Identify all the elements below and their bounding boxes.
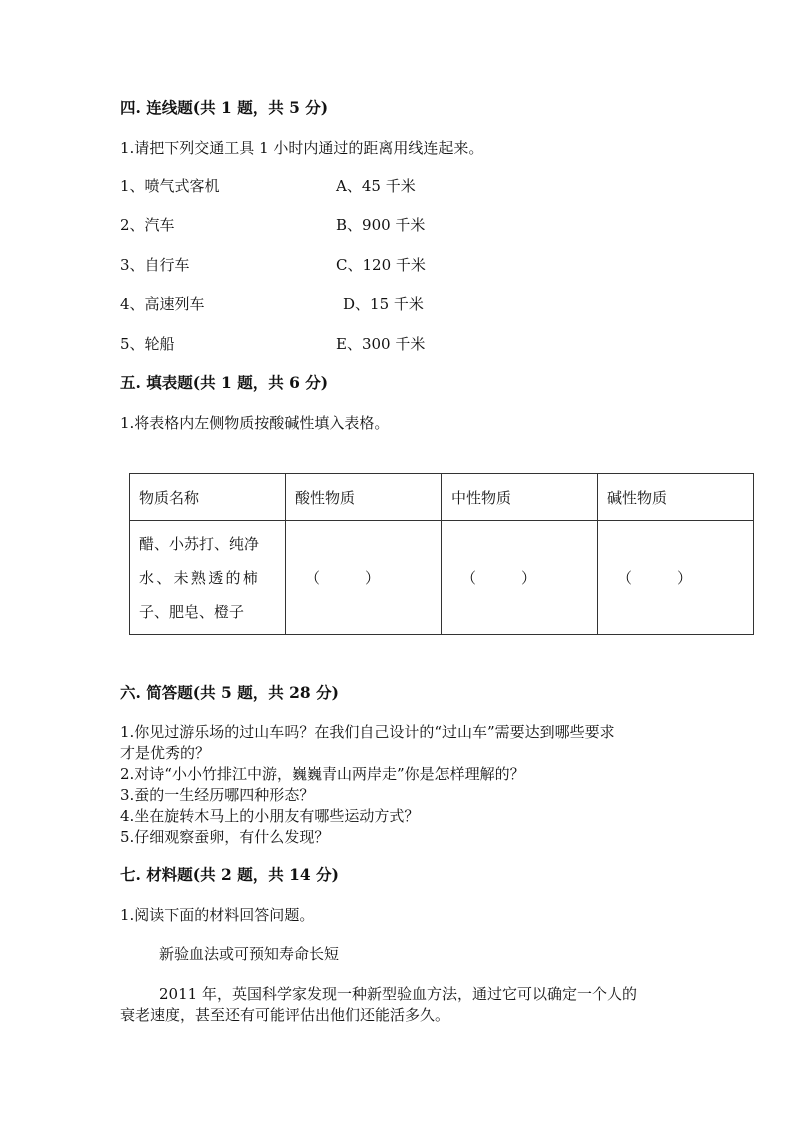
table-header-cell: 酸性物质 [286, 474, 442, 521]
match-right-item-a: A、45 千米 [336, 177, 416, 195]
match-right-item-c: C、120 千米 [336, 256, 426, 274]
match-right-item-d: D、15 千米 [343, 295, 424, 313]
substance-line: 水、未熟透的柿 [139, 568, 261, 587]
match-right-item-e: E、300 千米 [336, 335, 426, 353]
acid-answer-cell[interactable] [286, 521, 442, 635]
match-left-item-1: 1、喷气式客机 [120, 177, 220, 195]
answer-blank: （ ） [305, 569, 381, 587]
acid-base-table [129, 473, 754, 635]
neutral-answer-cell[interactable] [442, 521, 598, 635]
substance-line: 子、肥皂、橙子 [139, 602, 245, 621]
section-6-question-2: 2.对诗“小小竹排江中游，巍巍青山两岸走”你是怎样理解的？ [120, 765, 525, 783]
section-6-question-1-line-1: 1.你见过游乐场的过山车吗？在我们自己设计的“过山车”需要达到哪些要求 [120, 723, 615, 741]
answer-blank: （ ） [617, 569, 693, 587]
answer-blank: （ ） [461, 569, 537, 587]
table-row [130, 521, 754, 635]
section-6-question-4: 4.坐在旋转木马上的小朋友有哪些运动方式？ [120, 807, 420, 825]
section-7-title: 七. 材料题(共 2 题，共 14 分) [120, 865, 339, 884]
match-left-item-2: 2、汽车 [120, 216, 175, 234]
section-5-title: 五. 填表题(共 1 题，共 6 分) [120, 373, 329, 392]
table-header-row [130, 474, 754, 521]
table-header-cell: 碱性物质 [598, 474, 754, 521]
section-6-question-5: 5.仔细观察蚕卵，有什么发现？ [120, 828, 330, 846]
match-left-item-5: 5、轮船 [120, 335, 175, 353]
section-5-question-1: 1.将表格内左侧物质按酸碱性填入表格。 [120, 414, 390, 432]
section-6-question-3: 3.蚕的一生经历哪四种形态？ [120, 786, 315, 804]
article-paragraph-line-2: 衰老速度，甚至还有可能评估出他们还能活多久。 [120, 1006, 451, 1024]
table-header-cell: 中性物质 [442, 474, 598, 521]
section-6-title: 六. 简答题(共 5 题，共 28 分) [120, 683, 339, 702]
article-title: 新验血法或可预知寿命长短 [159, 945, 340, 963]
section-4-title: 四. 连线题(共 1 题，共 5 分) [120, 98, 329, 117]
substance-list-cell [130, 521, 286, 635]
table-header-cell: 物质名称 [130, 474, 286, 521]
match-left-item-4: 4、高速列车 [120, 295, 205, 313]
base-answer-cell[interactable] [598, 521, 754, 635]
article-paragraph-line-1: 2011 年，英国科学家发现一种新型验血方法，通过它可以确定一个人的 [159, 985, 637, 1003]
section-6-question-1-line-2: 才是优秀的？ [120, 744, 211, 762]
match-left-item-3: 3、自行车 [120, 256, 190, 274]
section-4-question-1: 1.请把下列交通工具 1 小时内通过的距离用线连起来。 [120, 139, 484, 157]
substance-line: 醋、小苏打、纯净 [139, 534, 260, 553]
match-right-item-b: B、900 千米 [336, 216, 426, 234]
section-7-question-1: 1.阅读下面的材料回答问题。 [120, 906, 315, 924]
